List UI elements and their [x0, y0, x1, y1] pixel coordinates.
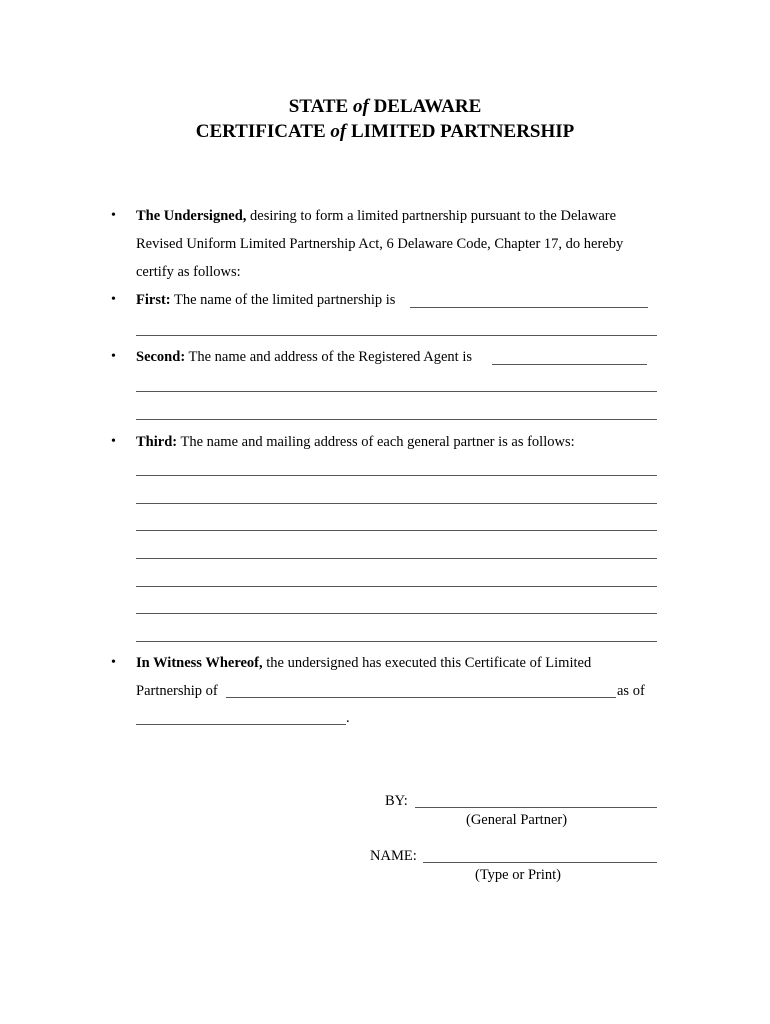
type-or-print-caption: (Type or Print) — [475, 867, 561, 883]
bullet-first: • — [111, 292, 116, 307]
third-clause: Third: The name and mailing address of each general partner is as follows: — [136, 434, 575, 450]
witness-date-field[interactable] — [136, 724, 346, 725]
general-partner-field-line-5[interactable] — [136, 586, 657, 587]
general-partner-field-line-7[interactable] — [136, 641, 657, 642]
witness-date-period: . — [346, 710, 350, 726]
name-label: NAME: — [370, 848, 417, 864]
undersigned-line-3: certify as follows: — [136, 264, 241, 280]
general-partner-field-line-3[interactable] — [136, 530, 657, 531]
document-title-line-2: CERTIFICATE of LIMITED PARTNERSHIP — [195, 121, 575, 142]
partnership-of-field[interactable] — [226, 697, 616, 698]
document-title-line-1: STATE of DELAWARE — [288, 96, 482, 117]
witness-line-1: In Witness Whereof, the undersigned has executed this Certificate of Limited — [136, 655, 592, 671]
witness-as-of-label: as of — [617, 683, 645, 699]
registered-agent-field-line-3[interactable] — [136, 419, 657, 420]
registered-agent-field[interactable] — [492, 364, 647, 365]
bullet-third: • — [111, 434, 116, 449]
bullet-second: • — [111, 349, 116, 364]
general-partner-field-line-6[interactable] — [136, 613, 657, 614]
signature-field[interactable] — [415, 807, 657, 808]
first-clause: First: The name of the limited partnership is — [136, 292, 396, 308]
partnership-name-field-line-2[interactable] — [136, 335, 657, 336]
general-partner-field-line-1[interactable] — [136, 475, 657, 476]
undersigned-line-1: The Undersigned, desiring to form a limited partnership pursuant to the Delaware — [136, 208, 617, 224]
registered-agent-field-line-2[interactable] — [136, 391, 657, 392]
witness-line-2-label: Partnership of — [136, 683, 218, 699]
general-partner-caption: (General Partner) — [466, 812, 568, 828]
undersigned-line-2: Revised Uniform Limited Partnership Act, 6 Delaware Code, Chapter 17, do hereby — [136, 236, 624, 252]
general-partner-field-line-4[interactable] — [136, 558, 657, 559]
second-clause: Second: The name and address of the Registered Agent is — [136, 349, 472, 365]
bullet-undersigned: • — [111, 208, 116, 223]
bullet-witness: • — [111, 655, 116, 670]
partnership-name-field[interactable] — [410, 307, 648, 308]
general-partner-field-line-2[interactable] — [136, 503, 657, 504]
printed-name-field[interactable] — [423, 862, 657, 863]
by-label: BY: — [385, 793, 408, 809]
